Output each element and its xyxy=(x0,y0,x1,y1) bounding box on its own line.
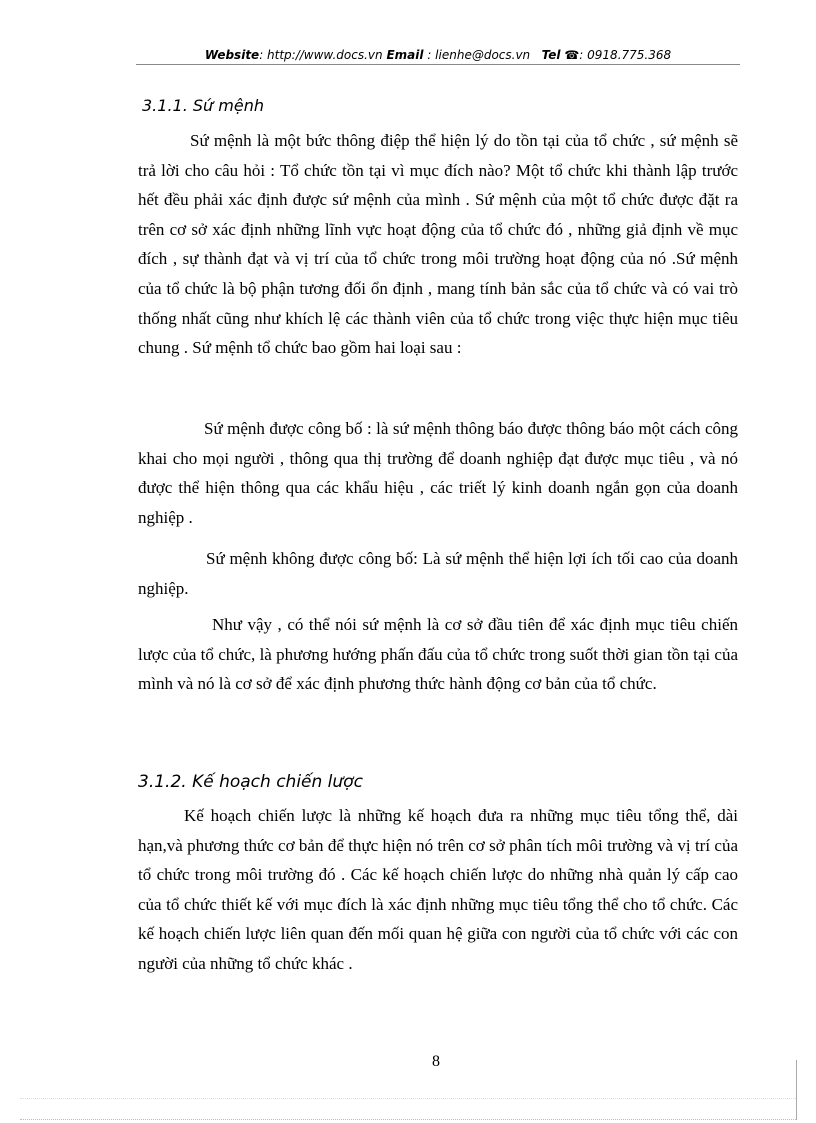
paragraph-mission-intro: Sứ mệnh là một bức thông điệp thể hiện lý do tồn tại của tổ chức , sứ mệnh sẽ trả lời cho câu hỏi : Tổ chức tồn tại vì mục đích nào? Một tổ chức khi thành lập trước hết đều phải xác định được sứ mệnh của mình . Sứ mệnh của một tổ chức được đặt ra trên cơ sở xác định những lĩnh vực hoạt động của tổ chức đó , những giả định về mục đích , sự thành đạt và vị trí của tổ chức trong môi trường hoạt động của nó .Sứ mệnh của tổ chức là bộ phận tương đối ổn định , mang tính bản sắc của tổ chức và có vai trò thống nhất cũng như khích lệ các thành viên của tổ chức trong việc thực hiện mục tiêu chung . Sứ mệnh tổ chức bao gồm hai loại sau : xyxy=(138,131,738,358)
paragraph-strategic-plan: Kế hoạch chiến lược là những kế hoạch đưa ra những mục tiêu tổng thể, dài hạn,và phương thức cơ bản để thực hiện nó trên cơ sở phân tích môi trường và vị trí của tổ chức trong môi trường đó . Các kế hoạch chiến lược do những nhà quản lý cấp cao của tổ chức thiết kế với mục đích là xác định những mục tiêu tổng thể cho tổ chức. Các kế hoạch chiến lược liên quan đến mối quan hệ giữa con người của tổ chức với các con người của những tổ chức khác . xyxy=(138,806,738,973)
page-number: 8 xyxy=(432,1053,440,1070)
email-label: Email xyxy=(386,48,424,62)
page-border-bottom xyxy=(20,1119,796,1120)
website-value: : http://www.docs.vn xyxy=(259,48,383,62)
page-border-dotted xyxy=(20,1098,796,1099)
tel-label: Tel xyxy=(541,48,561,62)
section-title-strategic-plan: 3.1.2. Kế hoạch chiến lược xyxy=(138,772,363,792)
paragraph-mission-announced: Sứ mệnh được công bố : là sứ mệnh thông báo được thông báo một cách công khai cho mọi người , thông qua thị trường để doanh nghiệp đạt được mục tiêu , và nó được thể hiện thông qua các khẩu hiệu , các triết lý kinh doanh ngắn gọn của doanh nghiệp . xyxy=(138,419,738,527)
website-label: Website xyxy=(204,48,260,62)
section-title-mission: 3.1.1. Sứ mệnh xyxy=(142,96,264,115)
phone-icon: ☎ xyxy=(564,48,580,62)
tel-value: : 0918.775.368 xyxy=(579,48,672,62)
page-border-right xyxy=(796,1060,797,1120)
paragraph-mission-conclusion: Như vậy , có thể nói sứ mệnh là cơ sở đầu tiên để xác định mục tiêu chiến lược của tổ chức, là phương hướng phấn đấu của tổ chức trong suốt thời gian tồn tại của mình và nó là cơ sở để xác định phương thức hành động cơ bản của tổ chức. xyxy=(138,615,738,694)
email-value: : lienhe@docs.vn xyxy=(427,48,531,62)
page-header xyxy=(136,46,740,65)
paragraph-mission-unannounced: Sứ mệnh không được công bố: Là sứ mệnh thể hiện lợi ích tối cao của doanh nghiệp. xyxy=(138,549,738,598)
